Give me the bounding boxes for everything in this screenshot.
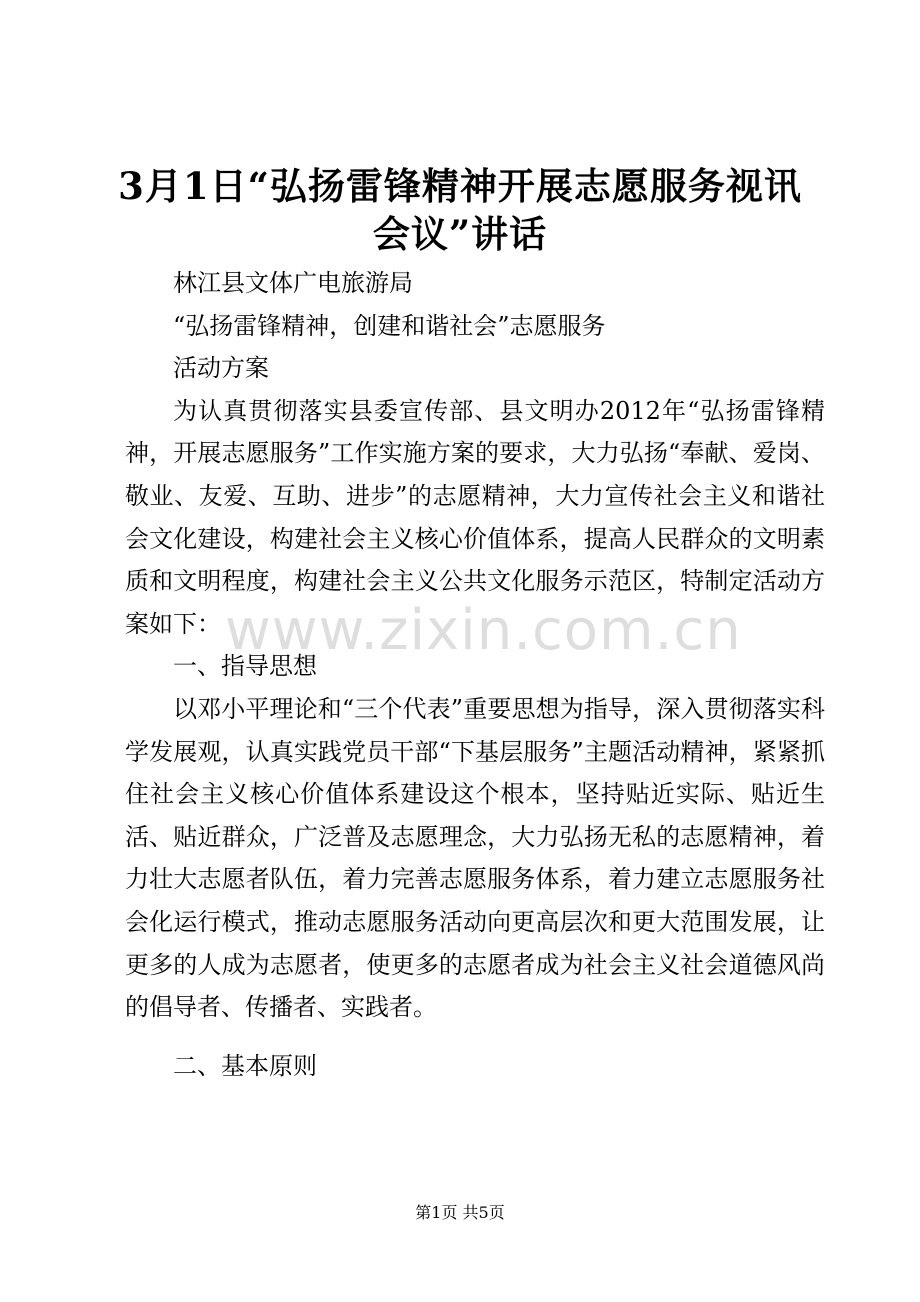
section-heading-basic-principles: 二、基本原则 — [173, 1051, 317, 1080]
document-title: 3月1日“弘扬雷锋精神开展志愿服务视讯会议”讲话 — [118, 164, 802, 256]
page-footer: 第1页 共5页 — [415, 1203, 505, 1222]
paragraph-organization: 林江县文体广电旅游局 — [173, 269, 413, 297]
paragraph-guiding-thought: 以邓小平理论和“三个代表”重要思想为指导，深入贯彻落实科学发展观，认真实践党员干部“下基层服务”主题活动精神，紧紧抓住社会主义核心价值体系建设这个根本，坚持贴近实际、贴近生活、贴近群众，广泛普及志愿理念，大力弘扬无私的志愿精神，着力壮大志愿者队伍，着力完善志愿服务体系，着力建立志愿服务社会化运行模式，推动志愿服务活动向更高层次和更大范围发展，让更多的人成为志愿者，使更多的志愿者成为社会主义社会道德风尚的倡导者、传播者、实践者。 — [125, 694, 825, 1022]
paragraph-activity-plan: 活动方案 — [173, 354, 269, 383]
document-body — [125, 262, 825, 1087]
paragraph-activity-name: “弘扬雷锋精神，创建和谐社会”志愿服务 — [173, 311, 606, 340]
section-heading-guiding-thought: 一、指导思想 — [173, 652, 317, 681]
paragraph-intro: 为认真贯彻落实县委宣传部、县文明办2012年“弘扬雷锋精神，开展志愿服务”工作实施方案的要求，大力弘扬“奉献、爱岗、敬业、友爱、互助、进步”的志愿精神，大力宣传社会主义和谐社会文化建设，构建社会主义核心价值体系，提高人民群众的文明素质和文明程度，构建社会主义公共文化服务示范区，特制定活动方案如下： — [125, 396, 825, 638]
watermark: www.zixin.com.cn — [225, 598, 742, 663]
